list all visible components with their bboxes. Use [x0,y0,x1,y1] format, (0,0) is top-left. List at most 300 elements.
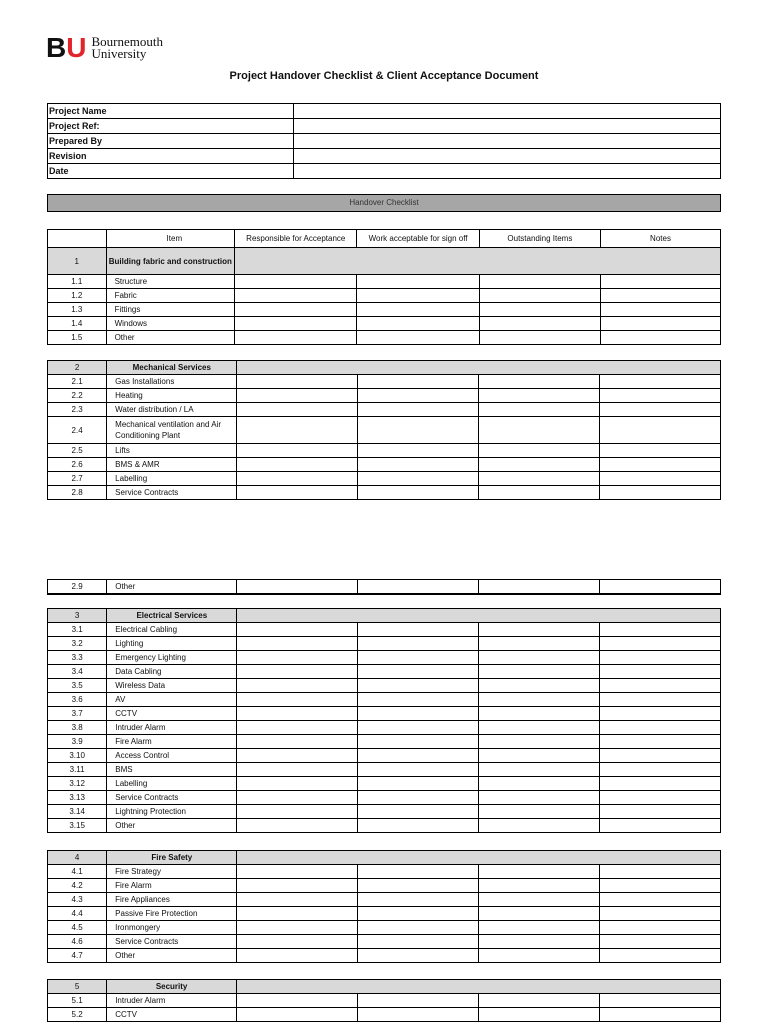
section-number: 1 [48,248,107,275]
project-info-value-field[interactable] [294,164,721,179]
item-name: Service Contracts [107,486,237,500]
column-header-row [48,230,721,248]
item-name: Lightning Protection [107,805,237,819]
responsible-field[interactable] [237,893,358,907]
outstanding-items-field[interactable] [479,651,600,665]
section-number: 4 [48,851,107,865]
notes-field[interactable] [600,623,721,637]
outstanding-items-field[interactable] [479,763,600,777]
work-acceptable-field[interactable] [357,275,479,289]
work-acceptable-field[interactable] [358,865,479,879]
notes-field[interactable] [600,651,721,665]
work-acceptable-field[interactable] [358,805,479,819]
responsible-field[interactable] [235,275,357,289]
work-acceptable-field[interactable] [358,472,479,486]
responsible-field[interactable] [235,289,357,303]
checklist-item-row [48,693,721,707]
work-acceptable-field[interactable] [358,375,479,389]
notes-field[interactable] [599,1008,720,1022]
outstanding-items-field[interactable] [479,893,600,907]
notes-field[interactable] [600,865,721,879]
section-header-blank [235,248,721,275]
responsible-field[interactable] [237,865,358,879]
outstanding-items-field[interactable] [479,275,600,289]
checklist-item-row [48,819,721,833]
notes-field[interactable] [600,805,721,819]
item-name: Mechanical ventilation and Air Conditioning Plant [107,417,237,444]
project-info-label: Revision [48,149,294,164]
project-info-row [48,119,721,134]
responsible-field[interactable] [237,949,358,963]
notes-field[interactable] [600,879,721,893]
checklist-item-row [48,389,721,403]
project-info-row [48,134,721,149]
security-table [47,979,721,1022]
outstanding-items-field[interactable] [479,819,600,833]
notes-field[interactable] [600,749,721,763]
notes-field[interactable] [601,331,721,345]
project-info-value-field[interactable] [294,104,721,119]
checklist-item-row [48,472,721,486]
outstanding-items-field[interactable] [479,679,600,693]
work-acceptable-field[interactable] [358,763,479,777]
work-acceptable-field[interactable] [357,580,478,595]
responsible-field[interactable] [237,935,358,949]
outstanding-items-field[interactable] [479,375,600,389]
checklist-item-row [48,289,721,303]
section-header-blank [237,851,721,865]
notes-field[interactable] [601,303,721,317]
notes-field[interactable] [600,921,721,935]
project-info-row [48,104,721,119]
checklist-table [47,229,721,345]
item-number: 1.4 [48,317,107,331]
outstanding-items-field[interactable] [479,444,600,458]
outstanding-items-field[interactable] [479,693,600,707]
notes-field[interactable] [600,472,721,486]
checklist-item-row [48,403,721,417]
checklist-item-row [48,458,721,472]
notes-field[interactable] [600,375,721,389]
item-number: 2.4 [48,417,107,444]
responsible-field[interactable] [236,580,357,595]
notes-field[interactable] [600,637,721,651]
checklist-item-row [48,735,721,749]
column-header-notes: Notes [601,230,721,248]
outstanding-items-field[interactable] [479,865,600,879]
item-number: 2.5 [48,444,107,458]
item-name: Passive Fire Protection [107,907,237,921]
item-number: 1.5 [48,331,107,345]
notes-field[interactable] [600,665,721,679]
item-name: Other [107,949,237,963]
work-acceptable-field[interactable] [358,879,479,893]
logo-line-1: Bournemouth [91,34,163,49]
outstanding-items-field[interactable] [479,777,600,791]
section-title: Fire Safety [107,851,237,865]
section-header-blank [237,361,721,375]
outstanding-items-field[interactable] [479,935,600,949]
item-name: Labelling [107,777,237,791]
checklist-item-row [48,763,721,777]
notes-field[interactable] [600,777,721,791]
notes-field[interactable] [600,458,721,472]
notes-field[interactable] [601,289,721,303]
fire-safety-table [47,850,721,963]
outstanding-items-field[interactable] [479,749,600,763]
item-name: Structure [106,275,235,289]
checklist-item-row [48,865,721,879]
responsible-field[interactable] [237,721,358,735]
responsible-field[interactable] [237,791,358,805]
responsible-field[interactable] [237,665,358,679]
item-name: Heating [107,389,237,403]
item-name: Intruder Alarm [107,994,237,1008]
notes-field[interactable] [600,893,721,907]
responsible-field[interactable] [237,472,358,486]
notes-field[interactable] [600,444,721,458]
item-name: Other [106,331,235,345]
work-acceptable-field[interactable] [358,679,479,693]
checklist-item-row [48,949,721,963]
work-acceptable-field[interactable] [357,331,479,345]
section-header-blank [237,980,721,994]
item-name: Intruder Alarm [107,721,237,735]
item-name: Access Control [107,749,237,763]
item-name: Service Contracts [107,935,237,949]
column-header-responsible: Responsible for Acceptance [235,230,357,248]
responsible-field[interactable] [237,749,358,763]
work-acceptable-field[interactable] [358,403,479,417]
work-acceptable-field[interactable] [358,735,479,749]
item-name: Gas Installations [107,375,237,389]
item-name: Electrical Cabling [107,623,237,637]
item-name: Other [107,580,236,595]
responsible-field[interactable] [237,623,358,637]
checklist-item-row [48,791,721,805]
outstanding-items-field[interactable] [479,486,600,500]
notes-field[interactable] [599,994,720,1008]
notes-field[interactable] [600,949,721,963]
item-name: Fire Alarm [107,879,237,893]
checklist-item-row [48,707,721,721]
item-number: 3.9 [48,735,107,749]
checklist-item-row [48,486,721,500]
responsible-field[interactable] [237,879,358,893]
project-info-value-field[interactable] [294,119,721,134]
project-info-row [48,164,721,179]
work-acceptable-field[interactable] [358,651,479,665]
item-number: 3.5 [48,679,107,693]
project-info-label: Project Name [48,104,294,119]
section-header-row [48,361,721,375]
university-logo [46,32,163,63]
outstanding-items-field[interactable] [479,735,600,749]
responsible-field[interactable] [235,317,357,331]
outstanding-items-field[interactable] [478,1008,599,1022]
outstanding-items-field[interactable] [479,331,600,345]
responsible-field[interactable] [237,375,358,389]
notes-field[interactable] [600,935,721,949]
checklist-item-row [48,375,721,389]
section-number: 2 [48,361,107,375]
outstanding-items-field[interactable] [479,949,600,963]
item-name: Fabric [106,289,235,303]
outstanding-items-field[interactable] [479,921,600,935]
section-number: 5 [48,980,107,994]
item-number: 4.2 [48,879,107,893]
work-acceptable-field[interactable] [358,721,479,735]
work-acceptable-field[interactable] [358,637,479,651]
section-header-row [48,851,721,865]
item-number: 2.8 [48,486,107,500]
work-acceptable-field[interactable] [358,693,479,707]
outstanding-items-field[interactable] [479,907,600,921]
notes-field[interactable] [600,819,721,833]
work-acceptable-field[interactable] [357,303,479,317]
work-acceptable-field[interactable] [357,289,479,303]
project-info-label: Date [48,164,294,179]
item-name: Water distribution / LA [107,403,237,417]
checklist-item-row [48,444,721,458]
checklist-item-row [48,331,721,345]
item-number: 3.4 [48,665,107,679]
section-header-row [48,980,721,994]
item-number: 4.3 [48,893,107,907]
responsible-field[interactable] [237,763,358,777]
notes-field[interactable] [599,580,720,595]
checklist-item-row [48,1008,721,1022]
item-name: Lifts [107,444,237,458]
work-acceptable-field[interactable] [358,749,479,763]
work-acceptable-field[interactable] [358,707,479,721]
checklist-item-row [48,749,721,763]
responsible-field[interactable] [237,707,358,721]
checklist-item-row [48,580,721,595]
column-header-outstanding: Outstanding Items [479,230,600,248]
item-number: 2.3 [48,403,107,417]
outstanding-items-field[interactable] [478,994,599,1008]
mechanical-services-table [47,360,721,500]
logo-wordmark [91,36,163,60]
responsible-field[interactable] [237,389,358,403]
checklist-item-row [48,637,721,651]
outstanding-items-field[interactable] [479,458,600,472]
responsible-field[interactable] [237,403,358,417]
outstanding-items-field[interactable] [479,879,600,893]
responsible-field[interactable] [237,693,358,707]
section-header-row [48,609,721,623]
checklist-item-row [48,721,721,735]
outstanding-items-field[interactable] [479,417,600,444]
checklist-item-row [48,303,721,317]
section-title: Mechanical Services [107,361,237,375]
checklist-item-row [48,651,721,665]
item-name: Service Contracts [107,791,237,805]
notes-field[interactable] [600,679,721,693]
item-name: Fire Appliances [107,893,237,907]
work-acceptable-field[interactable] [358,994,479,1008]
project-info-value-field[interactable] [294,149,721,164]
item-number: 2.6 [48,458,107,472]
item-name: Fire Alarm [107,735,237,749]
responsible-field[interactable] [237,417,358,444]
item-name: CCTV [107,1008,237,1022]
project-info-value-field[interactable] [294,134,721,149]
item-number: 3.2 [48,637,107,651]
outstanding-items-field[interactable] [479,289,600,303]
section-title: Building fabric and construction [106,248,235,275]
responsible-field[interactable] [237,637,358,651]
notes-field[interactable] [600,403,721,417]
section-header-row [48,248,721,275]
work-acceptable-field[interactable] [358,949,479,963]
work-acceptable-field[interactable] [358,935,479,949]
work-acceptable-field[interactable] [358,1008,479,1022]
work-acceptable-field[interactable] [358,791,479,805]
notes-field[interactable] [600,735,721,749]
section-number: 3 [48,609,107,623]
checklist-item-row [48,665,721,679]
outstanding-items-field[interactable] [479,317,600,331]
column-header-number [48,230,107,248]
item-number: 3.11 [48,763,107,777]
outstanding-items-field[interactable] [479,623,600,637]
work-acceptable-field[interactable] [358,486,479,500]
notes-field[interactable] [600,907,721,921]
item-name: BMS & AMR [107,458,237,472]
item-number: 4.7 [48,949,107,963]
responsible-field[interactable] [237,458,358,472]
checklist-item-row [48,907,721,921]
checklist-item-row [48,623,721,637]
project-info-label: Project Ref: [48,119,294,134]
notes-field[interactable] [600,486,721,500]
notes-field[interactable] [600,707,721,721]
item-number: 1.3 [48,303,107,317]
mechanical-services-continued-table [47,579,721,595]
responsible-field[interactable] [237,651,358,665]
item-name: Emergency Lighting [107,651,237,665]
responsible-field[interactable] [237,1008,358,1022]
work-acceptable-field[interactable] [358,623,479,637]
item-number: 3.7 [48,707,107,721]
responsible-field[interactable] [237,921,358,935]
work-acceptable-field[interactable] [358,921,479,935]
outstanding-items-field[interactable] [479,403,600,417]
notes-field[interactable] [600,791,721,805]
notes-field[interactable] [601,317,721,331]
item-name: Data Cabling [107,665,237,679]
section-header-blank [237,609,721,623]
work-acceptable-field[interactable] [358,665,479,679]
responsible-field[interactable] [237,907,358,921]
item-number: 4.1 [48,865,107,879]
work-acceptable-field[interactable] [357,317,479,331]
responsible-field[interactable] [235,331,357,345]
work-acceptable-field[interactable] [358,819,479,833]
column-header-work-acceptable: Work acceptable for sign off [357,230,479,248]
notes-field[interactable] [600,417,721,444]
notes-field[interactable] [601,275,721,289]
outstanding-items-field[interactable] [479,707,600,721]
item-name: Ironmongery [107,921,237,935]
logo-letter-u: U [66,32,87,63]
item-number: 2.2 [48,389,107,403]
outstanding-items-field[interactable] [478,580,599,595]
item-number: 3.10 [48,749,107,763]
item-number: 3.8 [48,721,107,735]
item-number: 1.1 [48,275,107,289]
outstanding-items-field[interactable] [479,389,600,403]
outstanding-items-field[interactable] [479,303,600,317]
work-acceptable-field[interactable] [358,907,479,921]
responsible-field[interactable] [237,994,358,1008]
section-title: Electrical Services [107,609,237,623]
checklist-item-row [48,275,721,289]
item-name: Wireless Data [107,679,237,693]
item-number: 3.6 [48,693,107,707]
responsible-field[interactable] [235,303,357,317]
item-number: 2.9 [48,580,107,595]
notes-field[interactable] [600,763,721,777]
responsible-field[interactable] [237,735,358,749]
responsible-field[interactable] [237,444,358,458]
checklist-item-row [48,879,721,893]
item-number: 2.1 [48,375,107,389]
checklist-item-row [48,921,721,935]
outstanding-items-field[interactable] [479,665,600,679]
notes-field[interactable] [600,389,721,403]
notes-field[interactable] [600,693,721,707]
item-number: 4.4 [48,907,107,921]
work-acceptable-field[interactable] [358,417,479,444]
logo-mark [46,32,87,63]
item-number: 3.1 [48,623,107,637]
responsible-field[interactable] [237,679,358,693]
work-acceptable-field[interactable] [358,444,479,458]
work-acceptable-field[interactable] [358,389,479,403]
notes-field[interactable] [600,721,721,735]
outstanding-items-field[interactable] [479,791,600,805]
work-acceptable-field[interactable] [358,458,479,472]
item-number: 3.15 [48,819,107,833]
item-number: 1.2 [48,289,107,303]
item-name: CCTV [107,707,237,721]
item-name: BMS [107,763,237,777]
item-name: Fire Strategy [107,865,237,879]
outstanding-items-field[interactable] [479,472,600,486]
outstanding-items-field[interactable] [479,721,600,735]
work-acceptable-field[interactable] [358,893,479,907]
responsible-field[interactable] [237,805,358,819]
outstanding-items-field[interactable] [479,637,600,651]
checklist-item-row [48,994,721,1008]
document-title: Project Handover Checklist & Client Acceptance Document [229,70,539,82]
item-number: 3.13 [48,791,107,805]
checklist-item-row [48,417,721,444]
responsible-field[interactable] [237,819,358,833]
section-title: Security [107,980,237,994]
item-name: Other [107,819,237,833]
work-acceptable-field[interactable] [358,777,479,791]
checklist-item-row [48,317,721,331]
responsible-field[interactable] [237,486,358,500]
outstanding-items-field[interactable] [479,805,600,819]
item-number: 5.2 [48,1008,107,1022]
responsible-field[interactable] [237,777,358,791]
checklist-item-row [48,679,721,693]
